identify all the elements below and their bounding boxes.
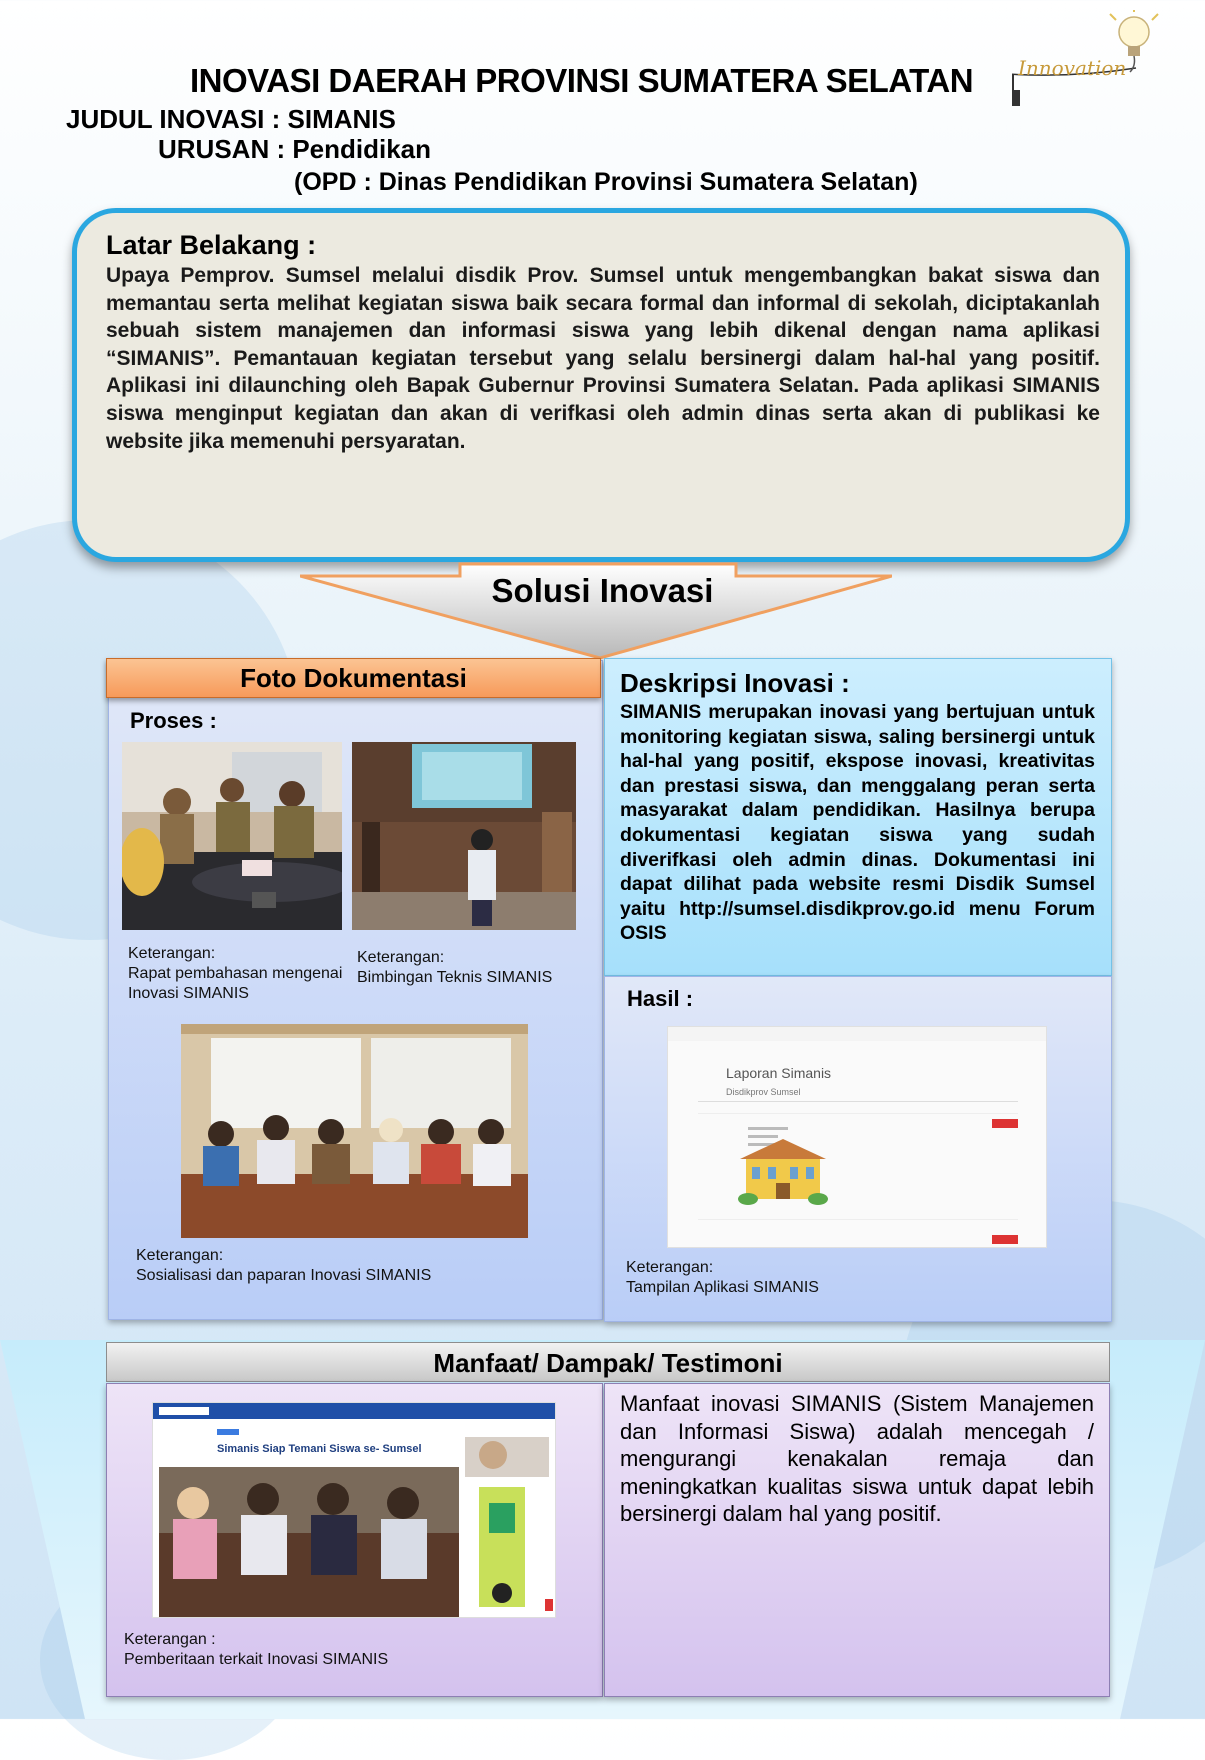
deskripsi-title: Deskripsi Inovasi : — [620, 668, 850, 698]
opd: (OPD : Dinas Pendidikan Provinsi Sumatera Selatan) — [294, 168, 918, 196]
deskripsi-body: SIMANIS merupakan inovasi yang bertujuan untuk monitoring kegiatan siswa, saling bersinergi untuk hal-hal yang positif, ekspose inovasi, kreativitas dan prestasi siswa, dan menggalang peran serta masyarakat dalam pendidikan. Hasilnya berupa dokumentasi kegiatan siswa yang sudah diverifkasi oleh admin dinas. Dokumentasi ini dapat dilihat pada website resmi Disdik Sumsel yaitu http://sumsel.disdikprov.go.id menu Forum OSIS — [620, 701, 1095, 945]
hasil-label: Hasil : — [627, 986, 694, 1011]
caption-label: Keterangan: — [128, 945, 216, 962]
screenshot-title: Laporan Simanis — [726, 1065, 832, 1081]
caption-label: Keterangan: — [136, 1247, 224, 1264]
caption-label: Keterangan : — [124, 1631, 216, 1648]
judul-inovasi: JUDUL INOVASI : SIMANIS — [66, 104, 396, 134]
news-screenshot — [152, 1402, 556, 1618]
caption-berita — [124, 1630, 544, 1670]
caption-text: Tampilan Aplikasi SIMANIS — [626, 1279, 819, 1296]
caption-text: Rapat pembahasan mengenai Inovasi SIMANIS — [128, 965, 343, 1002]
caption-bimtek — [357, 948, 587, 988]
caption-text: Pemberitaan terkait Inovasi SIMANIS — [124, 1651, 389, 1668]
manfaat-body: Manfaat inovasi SIMANIS (Sistem Manajemen dan Informasi Siswa) adalah mencegah / mengurangi kenakalan remaja dan meningkatkan kualitas siswa untuk dapat lebih bersinergi dalam hal yang positif. — [620, 1391, 1094, 1526]
caption-sosialisasi — [136, 1246, 536, 1286]
caption-label: Keterangan: — [357, 949, 445, 966]
manfaat-header: Manfaat/ Dampak/ Testimoni — [106, 1342, 1110, 1382]
urusan: URUSAN : Pendidikan — [158, 134, 432, 164]
caption-text: Sosialisasi dan paparan Inovasi SIMANIS — [136, 1267, 432, 1284]
latar-belakang-body: Upaya Pemprov. Sumsel melalui disdik Prov. Sumsel untuk mengembangkan bakat siswa dan memantau serta melihat kegiatan siswa baik secara formal dan informal di sekolah, diciptakanlah sebuah sistem manajemen dan informasi siswa yang lebih dikenal dengan nama aplikasi “SIMANIS”. Pemantauan kegiatan tersebut yang selalu bersinergi dalam hal-hal yang positif. Aplikasi ini dilaunching oleh Bapak Gubernur Provinsi Sumatera Selatan. Pada aplikasi SIMANIS siswa menginput kegiatan dan akan di verifkasi oleh admin dinas serta akan di publikasi ke website jika memenuhi persyaratan. — [106, 264, 1100, 453]
caption-label: Keterangan: — [626, 1259, 714, 1276]
solusi-title: Solusi Inovasi — [491, 572, 714, 609]
photo-sosialisasi — [181, 1024, 528, 1238]
logo-text: Innovation — [1018, 56, 1127, 80]
screenshot-subtitle: Disdikprov Sumsel — [726, 1087, 801, 1097]
screenshot-aplikasi — [667, 1026, 1047, 1248]
page-title: INOVASI DAERAH PROVINSI SUMATERA SELATAN — [190, 62, 974, 99]
news-headline: Simanis Siap Temani Siswa se- Sumsel — [217, 1443, 422, 1455]
caption-rapat — [128, 944, 348, 1004]
caption-aplikasi — [626, 1258, 926, 1298]
caption-text: Bimbingan Teknis SIMANIS — [357, 969, 553, 986]
foto-header: Foto Dokumentasi — [106, 658, 601, 698]
proses-label: Proses : — [130, 708, 217, 733]
photo-rapat — [122, 742, 342, 930]
latar-belakang-title: Latar Belakang : — [106, 230, 317, 260]
photo-bimtek — [352, 742, 576, 930]
